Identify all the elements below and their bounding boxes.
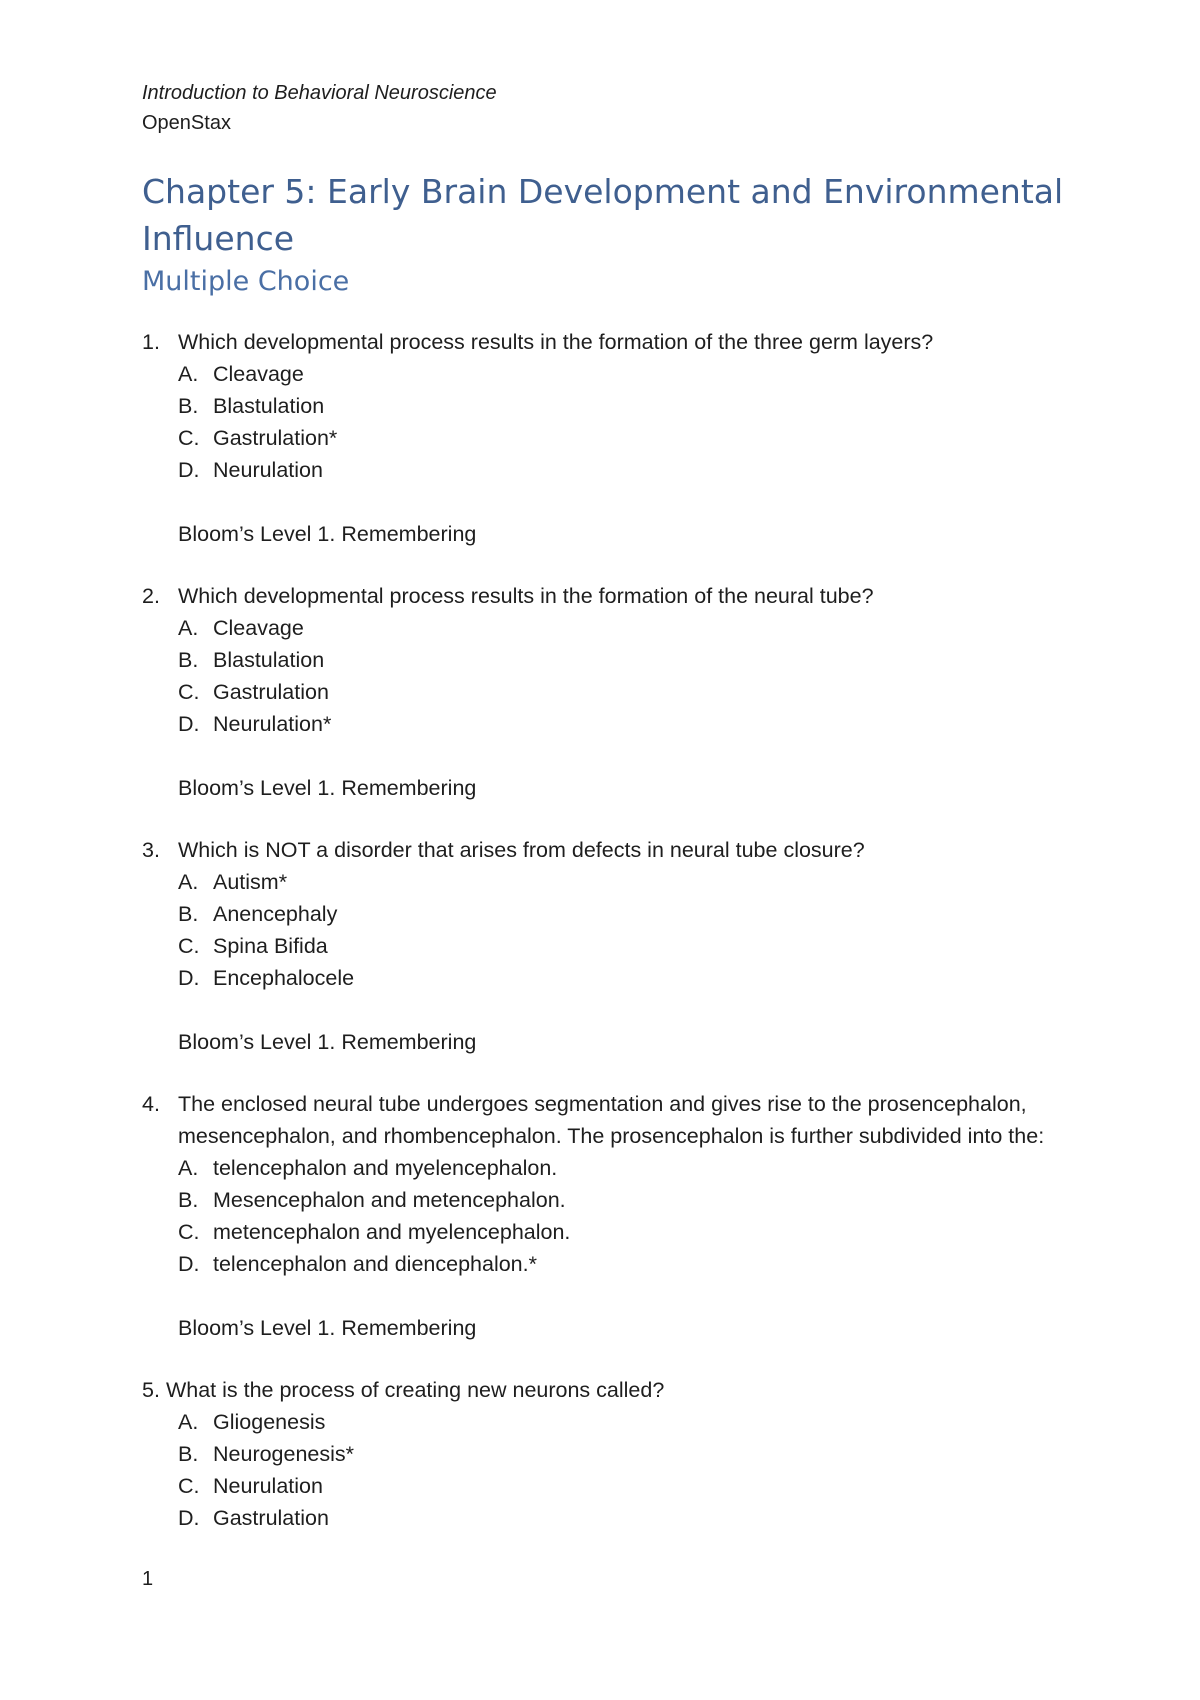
option-letter: B. — [178, 1188, 199, 1212]
option-text: Neurulation — [213, 1474, 323, 1498]
option-text: Spina Bifida — [213, 934, 328, 958]
option-letter: A. — [178, 362, 199, 386]
question-number: 5. — [142, 1378, 160, 1402]
question-stem — [142, 834, 1122, 866]
option-letter: B. — [178, 394, 199, 418]
option-a — [178, 1152, 1122, 1184]
question-list — [142, 326, 1122, 1534]
chapter-title: Chapter 5: Early Brain Development and Environmental Influence — [142, 172, 1064, 258]
option-text: Neurulation — [213, 458, 323, 482]
option-letter: C. — [178, 1474, 200, 1498]
question-3 — [142, 834, 1122, 1058]
option-text: Cleavage — [213, 362, 304, 386]
option-b — [178, 1438, 1122, 1470]
option-d — [178, 708, 1122, 740]
option-letter: B. — [178, 902, 199, 926]
question-2 — [142, 580, 1122, 804]
question-number: 3. — [142, 838, 160, 862]
option-list — [178, 866, 1122, 994]
option-letter: A. — [178, 870, 199, 894]
option-list — [178, 612, 1122, 740]
question-text: The enclosed neural tube undergoes segmentation and gives rise to the prosencephalon, mesencephalon, and rhombencephalon. The prosencephalon is further subdivided into the: — [178, 1092, 1045, 1148]
option-text: Gastrulation — [213, 680, 329, 704]
option-a — [178, 1406, 1122, 1438]
option-text: Mesencephalon and metencephalon. — [213, 1188, 566, 1212]
option-letter: A. — [178, 1156, 199, 1180]
option-c — [178, 1470, 1122, 1502]
option-letter: C. — [178, 426, 200, 450]
bloom-level: Bloom’s Level 1. Remembering — [178, 776, 477, 800]
option-text: Blastulation — [213, 648, 325, 672]
option-d — [178, 1248, 1122, 1280]
question-text: Which is NOT a disorder that arises from defects in neural tube closure? — [178, 838, 865, 862]
document-page — [142, 78, 1122, 1564]
question-stem — [142, 580, 1122, 612]
option-letter: B. — [178, 1442, 199, 1466]
option-letter: C. — [178, 680, 200, 704]
question-number: 2. — [142, 584, 160, 608]
option-list — [178, 1152, 1122, 1280]
option-text: Gastrulation* — [213, 426, 338, 450]
question-text: Which developmental process results in the formation of the three germ layers? — [178, 330, 934, 354]
bloom-level: Bloom’s Level 1. Remembering — [178, 1030, 477, 1054]
option-d — [178, 454, 1122, 486]
option-text: Blastulation — [213, 394, 325, 418]
option-text: Autism* — [213, 870, 288, 894]
option-c — [178, 422, 1122, 454]
option-text: telencephalon and diencephalon.* — [213, 1252, 537, 1276]
question-5 — [142, 1374, 1122, 1534]
option-text: metencephalon and myelencephalon. — [213, 1220, 571, 1244]
question-stem — [142, 326, 1122, 358]
question-text: Which developmental process results in the formation of the neural tube? — [178, 584, 874, 608]
option-d — [178, 1502, 1122, 1534]
page-number: 1 — [142, 1568, 154, 1590]
question-number: 1. — [142, 330, 160, 354]
option-a — [178, 866, 1122, 898]
question-stem — [142, 1088, 1122, 1152]
option-letter: D. — [178, 1252, 200, 1276]
option-text: telencephalon and myelencephalon. — [213, 1156, 558, 1180]
option-text: Gastrulation — [213, 1506, 329, 1530]
option-letter: C. — [178, 934, 200, 958]
option-c — [178, 676, 1122, 708]
option-text: Neurulation* — [213, 712, 332, 736]
option-letter: A. — [178, 1410, 199, 1434]
bloom-level: Bloom’s Level 1. Remembering — [178, 1316, 477, 1340]
option-c — [178, 930, 1122, 962]
option-a — [178, 612, 1122, 644]
option-b — [178, 898, 1122, 930]
option-text: Encephalocele — [213, 966, 355, 990]
publisher-name: OpenStax — [142, 112, 231, 134]
option-text: Anencephaly — [213, 902, 338, 926]
option-b — [178, 390, 1122, 422]
option-text: Cleavage — [213, 616, 304, 640]
course-title: Introduction to Behavioral Neuroscience — [142, 82, 497, 104]
option-letter: D. — [178, 966, 200, 990]
option-letter: B. — [178, 648, 199, 672]
option-d — [178, 962, 1122, 994]
question-stem — [142, 1374, 1122, 1406]
option-text: Gliogenesis — [213, 1410, 326, 1434]
section-title: Multiple Choice — [142, 266, 350, 297]
question-1 — [142, 326, 1122, 550]
option-list — [178, 358, 1122, 486]
option-a — [178, 358, 1122, 390]
question-text: What is the process of creating new neurons called? — [165, 1378, 665, 1402]
option-c — [178, 1216, 1122, 1248]
option-b — [178, 1184, 1122, 1216]
question-number: 4. — [142, 1092, 160, 1116]
option-letter: D. — [178, 458, 200, 482]
option-letter: D. — [178, 1506, 200, 1530]
option-letter: C. — [178, 1220, 200, 1244]
option-letter: A. — [178, 616, 199, 640]
bloom-level: Bloom’s Level 1. Remembering — [178, 522, 477, 546]
option-list — [178, 1406, 1122, 1534]
option-text: Neurogenesis* — [213, 1442, 355, 1466]
option-letter: D. — [178, 712, 200, 736]
option-b — [178, 644, 1122, 676]
question-4 — [142, 1088, 1122, 1344]
